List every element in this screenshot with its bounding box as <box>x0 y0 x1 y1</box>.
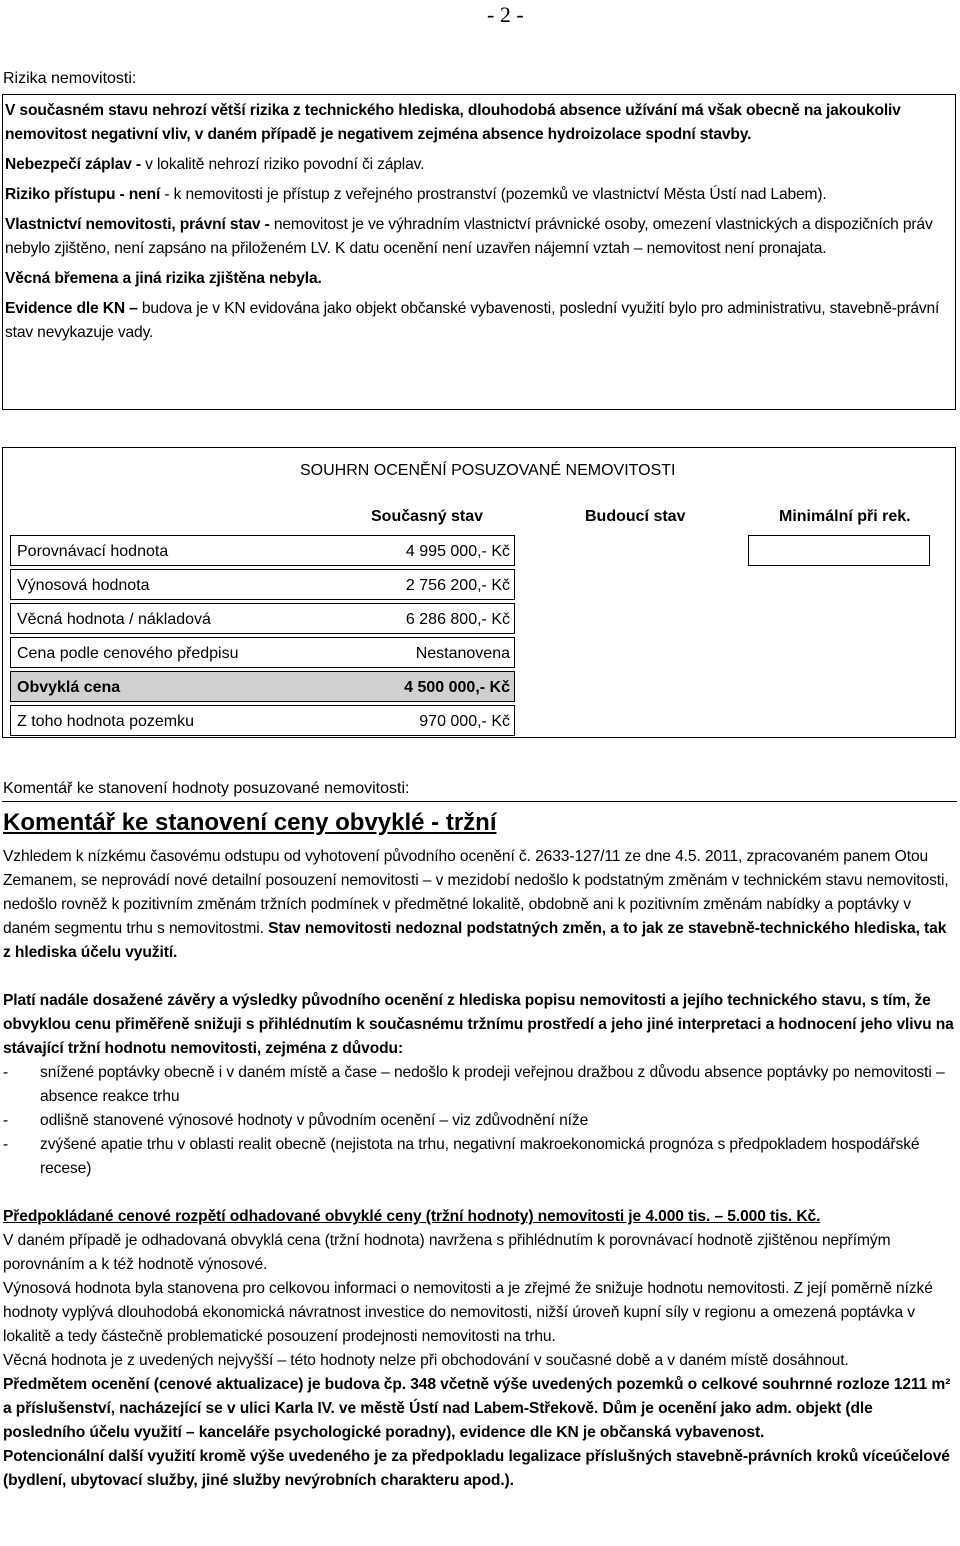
summary-row-value: 4 995 000,- Kč <box>405 543 510 560</box>
list-item-text: zvýšené apatie trhu v oblasti realit obecně (nejistota na trhu, negativní makroekonomická prognóza s předpokladem hospodářské recese) <box>40 1136 920 1177</box>
access-label: Riziko přístupu - není <box>5 186 161 203</box>
risks-paragraph-cadastre <box>5 297 953 345</box>
comment-paragraph-market: V daném případě je odhadovaná obvyklá cena (tržní hodnota) navržena s přihlédnutím k porovnávací hodnotě zjištěnou nepřímým porovnáním a k též hodnotě výnosové. <box>3 1232 891 1273</box>
comment-heading: Komentář ke stanovení ceny obvyklé - tržní <box>3 809 497 836</box>
summary-row-label: Z toho hodnota pozemku <box>17 713 195 730</box>
page-number: - 2 - <box>487 2 524 27</box>
list-item-text: snížené poptávky obecně i v daném místě a čase – nedošlo k prodeji veřejnou dražbou z důvodu absence poptávky po nemovitosti – absence reakce trhu <box>40 1064 945 1105</box>
risks-box <box>2 94 956 410</box>
ownership-text: nemovitost je ve výhradním vlastnictví právnické osoby, omezení vlastnických a dispozičních práv nebylo zjištěno, není zapsáno na přiloženém LV. K datu ocenění není uzavřen nájemní vztah – nemovitost není pronajata. <box>5 216 933 257</box>
easements-text: Věcná břemena a jiná rizika zjištěna nebyla. <box>5 270 322 287</box>
comment-paragraph-intro <box>3 845 955 965</box>
summary-row-highlighted <box>10 671 515 702</box>
ownership-label: Vlastnictví nemovitosti, právní stav - <box>5 216 270 233</box>
access-text: - k nemovitosti je přístup z veřejného prostranství (pozemků ve vlastnictví Města Ústí nad Labem). <box>160 186 827 203</box>
risks-paragraph-access <box>5 183 953 207</box>
risks-general-text: V současném stavu nehrozí větší rizika z technického hlediska, dlouhodobá absence užívání má však obecně na jakoukoliv nemovitost negativní vliv, v daném případě je negativem zejména absence hydroizolace spodní stavby. <box>5 102 901 143</box>
flood-text: v lokalitě nehrozí riziko povodní či záplav. <box>140 156 425 173</box>
comment-label: Komentář ke stanovení hodnoty posuzované nemovitosti: <box>3 780 410 797</box>
comment-divider <box>2 801 957 802</box>
comment-paragraph-potential: Potencionální další využití kromě výše uvedeného je za předpokladu legalizace příslušných stavebně-právních kroků víceúčelové (bydlení, ubytovací služby, jiné služby nevýrobních charakteru apod.). <box>3 1448 950 1489</box>
risks-title: Rizika nemovitosti: <box>3 70 137 87</box>
cadastre-text: budova je v KN evidována jako objekt občanské vybavenosti, poslední využití bylo pro administrativu, stavebně-právní stav nevykazuje vady. <box>5 300 940 341</box>
summary-empty-cell <box>748 535 930 566</box>
summary-row-label: Obvyklá cena <box>17 679 121 696</box>
price-range-statement: Předpokládané cenové rozpětí odhadované obvyklé ceny (tržní hodnoty) nemovitosti je 4.000 tis. – 5.000 tis. Kč. <box>3 1208 821 1225</box>
comment-paragraph-conclusions: Platí nadále dosažené závěry a výsledky původního ocenění z hlediska popisu nemovitosti a jejího technického stavu, s tím, že obvyklou cenu přiměřeně snižuji s přihlédnutím k současnému tržnímu prostředí a jeho jiné interpretaci a hodnocení jeho vlivu na stávající tržní hodnotu nemovitosti, zejména z důvodu: <box>3 992 954 1057</box>
summary-row-value: Nestanovena <box>415 645 510 662</box>
summary-title: SOUHRN OCENĚNÍ POSUZOVANÉ NEMOVITOSTI <box>300 462 676 479</box>
summary-row <box>10 603 515 634</box>
list-item-text: odlišně stanovené výnosové hodnoty v původním ocenění – viz zdůvodnění níže <box>40 1112 589 1129</box>
comment-paragraph-income: Výnosová hodnota byla stanovena pro celkovou informaci o nemovitosti a je zřejmé že snižuje hodnotu nemovitosti. Z její poměrně nízké hodnoty vyplývá dlouhodobá ekonomická návratnost investice do nemovitosti, nižší úroveň kupní síly v regionu a omezená poptávka v lokalitě a tedy částečně problematické posouzení prodejnosti nemovitosti na trhu. <box>3 1280 933 1345</box>
column-header-current: Současný stav <box>371 508 484 525</box>
summary-row-label: Věcná hodnota / nákladová <box>17 611 211 628</box>
summary-row <box>10 535 515 566</box>
comment-body <box>3 845 955 1493</box>
summary-row <box>10 637 515 668</box>
cadastre-label: Evidence dle KN – <box>5 300 138 317</box>
column-header-future: Budoucí stav <box>585 508 686 525</box>
risks-paragraph-easements <box>5 267 953 291</box>
risks-paragraph-general <box>5 99 953 147</box>
flood-label: Nebezpečí záplav - <box>5 156 141 173</box>
summary-row-value: 4 500 000,- Kč <box>404 679 510 696</box>
summary-row <box>10 569 515 600</box>
intro-bold-text: Stav nemovitosti nedoznal podstatných změn, a to jak ze stavebně-technického hlediska, tak z hlediska účelu využití. <box>3 920 947 961</box>
comment-paragraph-cost: Věcná hodnota je z uvedených nejvyšší – této hodnoty nelze při obchodování v současné době a v daném místě dosáhnout. <box>3 1352 849 1369</box>
summary-row-value: 6 286 800,- Kč <box>405 611 510 628</box>
list-item: - odlišně stanovené výnosové hodnoty v původním ocenění – viz zdůvodnění níže <box>3 1109 955 1133</box>
summary-row-value: 970 000,- Kč <box>419 713 510 730</box>
risks-paragraph-flood <box>5 153 953 177</box>
comment-paragraph-subject: Předmětem ocenění (cenové aktualizace) je budova čp. 348 včetně výše uvedených pozemků o celkové souhrnné rozloze 1211 m² a příslušenství, nacházející se v ulici Karla IV. ve městě Ústí nad Labem-Střekově. Dům je ocenění jako adm. objekt (dle posledního účelu využití – kanceláře psychologické poradny), evidence dle KN je občanská vybavenost. <box>3 1376 951 1441</box>
intro-text: Vzhledem k nízkému časovému odstupu od vyhotovení původního ocenění č. 2633-127/11 ze dne 4.5. 2011, zpracovaném panem Otou Zemanem, se neprovádí nové detailní posouzení nemovitosti – v mezidobí nedošlo k podstatným změnám v technickém stavu nemovitosti, nedošlo rovněž k pozitivním změnám tržních podmínek v předmětné lokalitě, obdobně ani k pozitivním změnám nabídky a poptávky v daném segmentu trhu s nemovitostmi. <box>3 848 949 937</box>
summary-row-label: Výnosová hodnota <box>17 577 150 594</box>
list-item: - zvýšené apatie trhu v oblasti realit obecně (nejistota na trhu, negativní makroekonomická prognóza s předpokladem hospodářské recese) <box>3 1133 955 1181</box>
list-item: - snížené poptávky obecně i v daném místě a čase – nedošlo k prodeji veřejnou dražbou z důvodu absence poptávky po nemovitosti – absence reakce trhu <box>3 1061 955 1109</box>
summary-row-label: Porovnávací hodnota <box>17 543 169 560</box>
summary-row-value: 2 756 200,- Kč <box>405 577 510 594</box>
column-header-minimum: Minimální při rek. <box>779 508 911 525</box>
risks-paragraph-ownership <box>5 213 953 261</box>
summary-row <box>10 705 515 736</box>
summary-row-label: Cena podle cenového předpisu <box>17 645 239 662</box>
